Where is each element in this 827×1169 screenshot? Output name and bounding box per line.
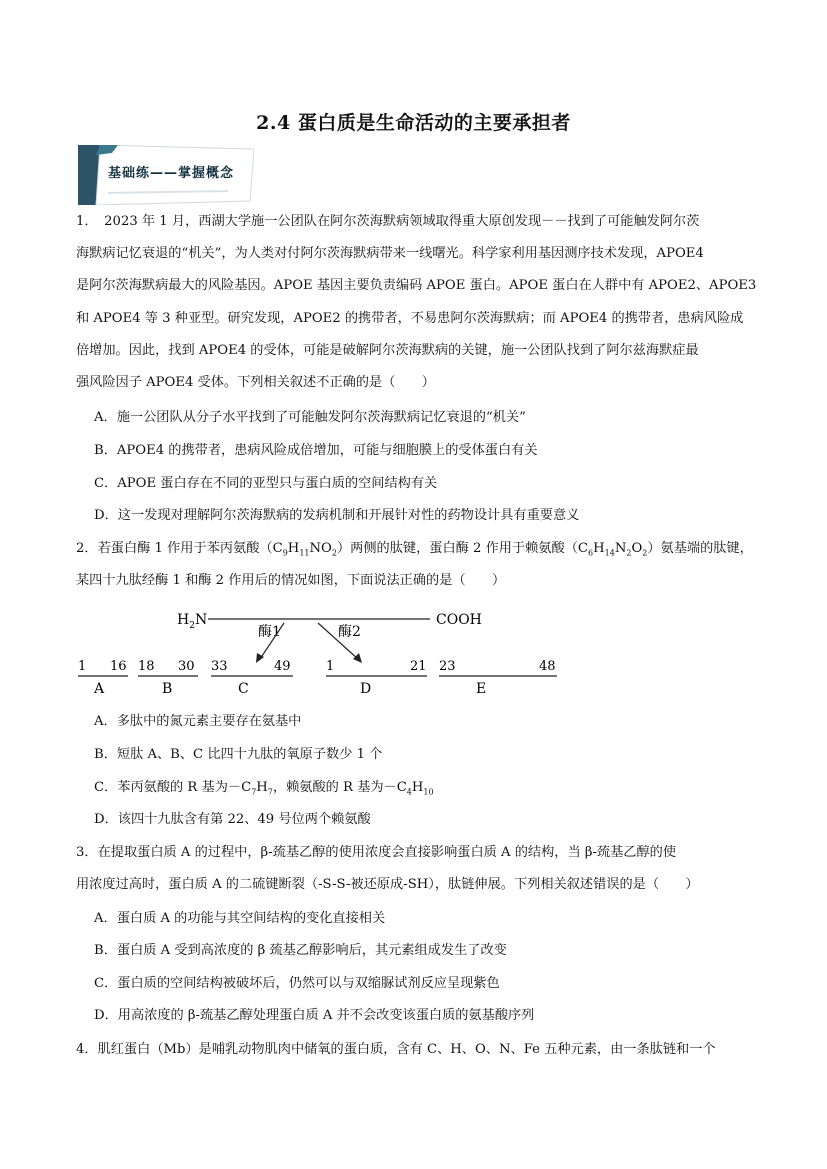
q1-option-b: B．APOE4 的携带者，患病风险成倍增加，可能与细胞膜上的受体蛋白有关 [94,443,538,458]
q2-option-a: A．多肽中的氮元素主要存在氨基中 [94,714,302,729]
enzyme1-label: 酶1 [258,624,281,640]
q1-option-d: D．这一发现对理解阿尔茨海默病的发病机制和开展针对性的药物设计具有重要意义 [94,508,580,523]
svg-text:48: 48 [539,659,556,674]
segment-e [439,659,557,697]
svg-text:21: 21 [410,659,427,674]
q2-option-b: B．短肽 A、B、C 比四十九肽的氧原子数少 1 个 [94,747,383,762]
q1-line: 强风险因子 APOE4 受体。下列相关叙述不正确的是（ ） [76,375,435,390]
q4-line: 4．肌红蛋白（Mb）是哺乳动物肌肉中储氧的蛋白质，含有 C、H、O、N、Fe 五种元素，由一条肽链和一个 [76,1042,716,1057]
segment-c [211,659,293,697]
q3-line: 用浓度过高时，蛋白质 A 的二硫键断裂（-S-S-被还原成-SH），肽链伸展。下列相关叙述错误的是（ ） [76,877,699,892]
svg-text:16: 16 [110,659,127,674]
q1-line: 海默病记忆衰退的“机关”，为人类对付阿尔茨海默病带来一线曙光。科学家利用基因测序技术发现，APOE4 [76,246,704,261]
svg-text:1: 1 [326,659,335,674]
svg-text:C: C [238,681,249,697]
svg-text:33: 33 [211,659,228,674]
q2-option-c: C．苯丙氨酸的 R 基为$-C_7H_7$，赖氨酸的 R 基为$-C_4H_{10}$ [94,780,434,797]
enzyme2-label: 酶2 [338,624,361,640]
segment-b [138,659,198,697]
segment-d [326,659,427,697]
segment-a [78,659,128,697]
svg-text:18: 18 [138,659,155,674]
q3-option-c: C．蛋白质的空间结构被破坏后，仍然可以与双缩脲试剂反应呈现紫色 [94,976,500,991]
q1-option-a: A．施一公团队从分子水平找到了可能触发阿尔茨海默病记忆衰退的“机关” [94,410,526,425]
svg-text:49: 49 [274,659,291,674]
svg-text:23: 23 [439,659,456,674]
svg-text:B: B [162,681,173,697]
svg-text:30: 30 [178,659,195,674]
q3-line: 3．在提取蛋白质 A 的过程中，β-巯基乙醇的使用浓度会直接影响蛋白质 A 的结构，当 β-巯基乙醇的使 [76,845,677,860]
page-title: 2.4 蛋白质是生命活动的主要承担者 [256,112,571,134]
q1-line: 是阿尔茨海默病最大的风险基因。APOE 基因主要负责编码 APOE 蛋白。APOE 蛋白在人群中有 APOE2、APOE3 [76,278,757,293]
q1-line: 1． 2023 年 1 月，西湖大学施一公团队在阿尔茨海默病领域取得重大原创发现－－找到了可能触发阿尔茨 [76,214,700,229]
q3-option-b: B．蛋白质 A 受到高浓度的 β 巯基乙醇影响后，其元素组成发生了改变 [94,943,507,958]
q3-option-d: D．用高浓度的 β-巯基乙醇处理蛋白质 A 并不会改变该蛋白质的氨基酸序列 [94,1008,535,1023]
section-label: 基础练——掌握概念 [108,166,235,181]
q2-line: 2．若蛋白酶 1 作用于苯丙氨酸$(C_9H_{11}NO_2)$两侧的肽键，蛋白酶 2 作用于赖氨酸$(C_6H_{14}N_2O_2)$氨基端的肽键， [76,541,753,558]
diagram-right-label: COOH [436,612,482,628]
q3-option-a: A．蛋白质 A 的功能与其空间结构的变化直接相关 [94,911,386,926]
q1-line: 和 APOE4 等 3 种亚型。研究发现，APOE2 的携带者，不易患阿尔茨海默病；而 APOE4 的携带者，患病风险成 [76,311,744,326]
svg-text:E: E [476,681,487,697]
q2-line: 某四十九肽经酶 1 和酶 2 作用后的情况如图，下面说法正确的是（ ） [76,573,506,588]
svg-text:D: D [360,681,372,697]
peptide-diagram [70,604,570,700]
svg-text:A: A [94,681,105,697]
q1-line: 倍增加。因此，找到 APOE4 的受体，可能是破解阿尔茨海默病的关键，施一公团队找到了阿尔兹海默症最 [76,343,699,358]
q2-option-d: D．该四十九肽含有第 22、49 号位两个赖氨酸 [94,812,371,827]
diagram-left-label: $H_2N$ [177,612,208,631]
q1-option-c: C．APOE 蛋白存在不同的亚型只与蛋白质的空间结构有关 [94,476,438,491]
svg-text:1: 1 [78,659,87,674]
